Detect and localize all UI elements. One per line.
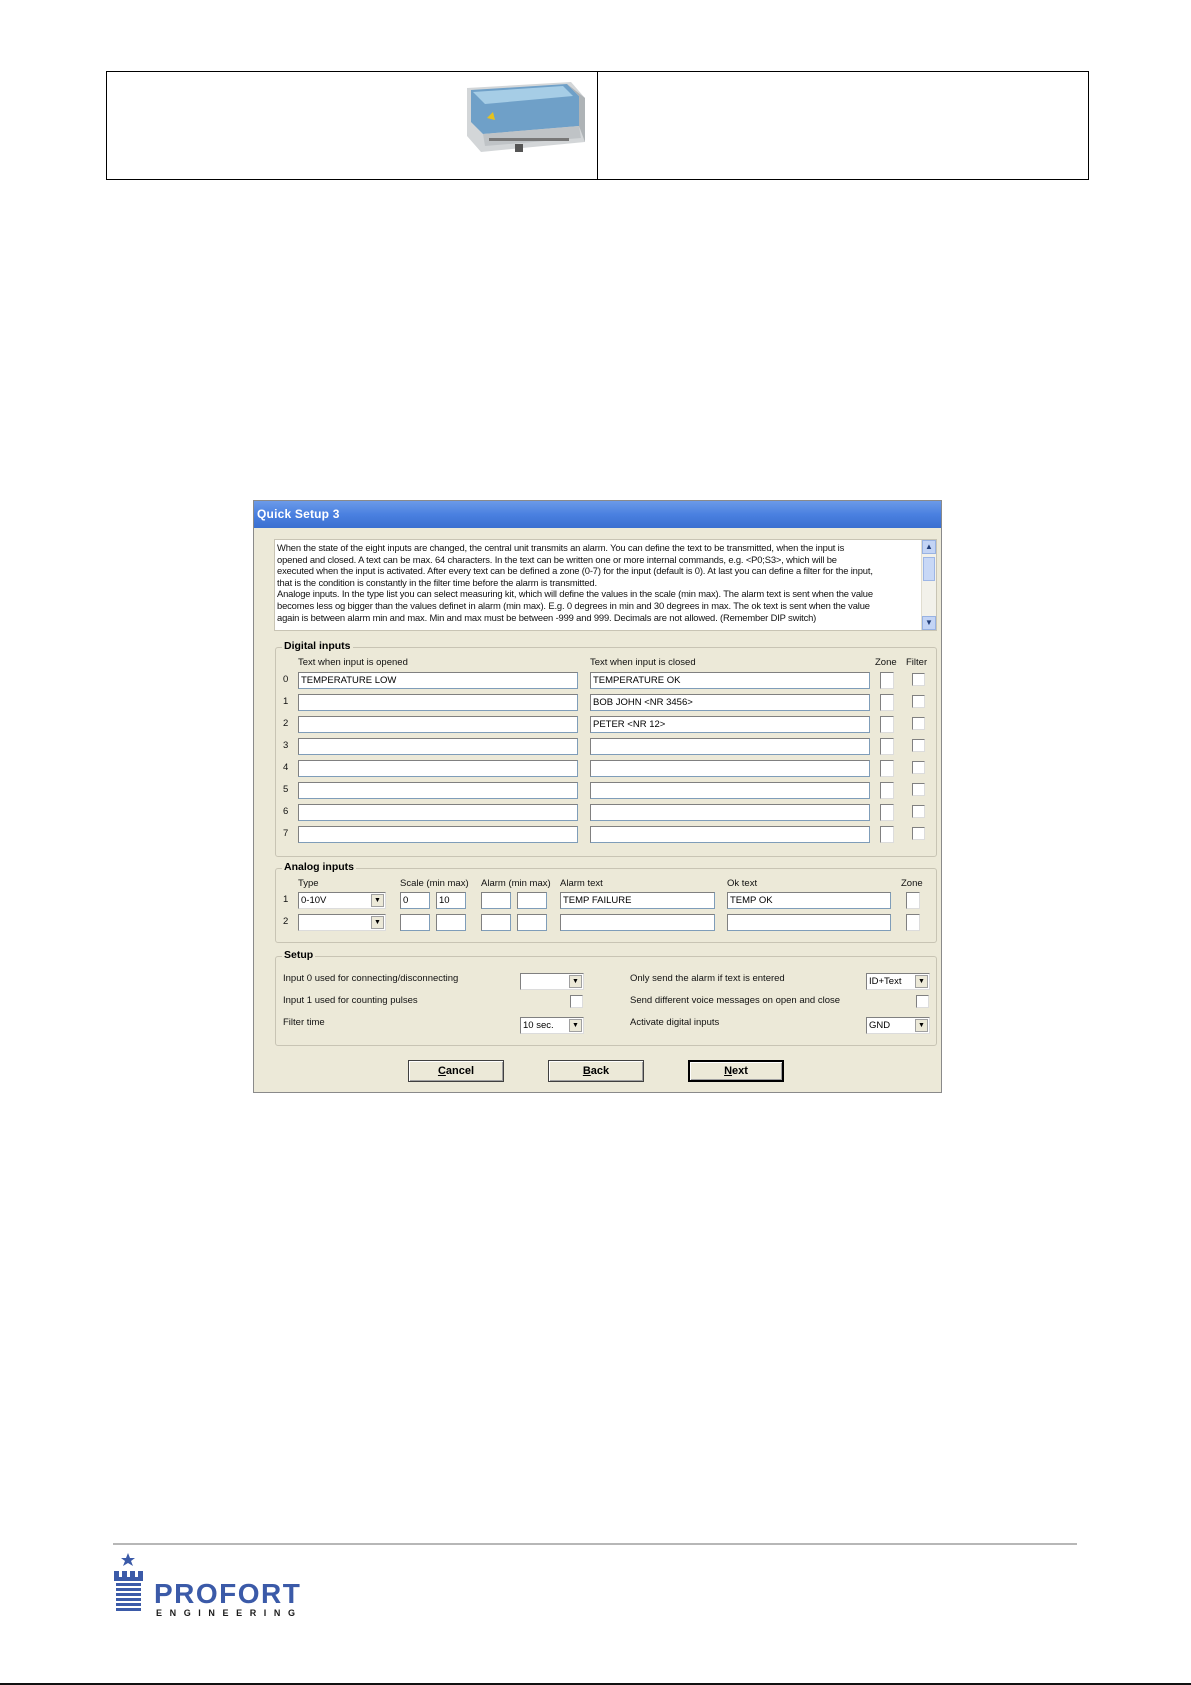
info-text xyxy=(277,542,919,628)
only-send-label: Only send the alarm if text is entered xyxy=(630,973,785,984)
filter-time-value: 10 sec. xyxy=(523,1020,554,1031)
cancel-accel: C xyxy=(437,1065,446,1077)
scale-min-input[interactable] xyxy=(400,914,430,931)
header-table xyxy=(106,71,1089,180)
chevron-down-icon[interactable]: ▼ xyxy=(371,894,384,907)
back-accel: B xyxy=(582,1065,591,1077)
alarm-text-input[interactable]: TEMP FAILURE xyxy=(560,892,715,909)
activate-inputs-label: Activate digital inputs xyxy=(630,1017,720,1028)
ok-text-input[interactable] xyxy=(727,914,891,931)
info-line: that is the condition is constantly in the filter time before the alarm is transmitted. xyxy=(277,576,597,588)
profort-logo xyxy=(112,1553,312,1617)
zone-input[interactable] xyxy=(880,826,894,843)
logo-brand-text: PROFORT xyxy=(154,1578,302,1609)
col-type-header: Type xyxy=(298,878,319,889)
alarm-min-input[interactable] xyxy=(481,914,511,931)
col-alarm-header: Alarm (min max) xyxy=(481,878,551,889)
info-line: When the state of the eight inputs are changed, the central unit transmits an alarm. You can define the text to be transmitted, when the input is xyxy=(277,542,845,553)
col-filter-header: Filter xyxy=(906,657,928,668)
digital-inputs-group xyxy=(275,640,937,857)
info-line: becomes less og bigger than the values definet in alarm (min max). E.g. 0 degrees in min and 30 degrees in max. The ok text is sent when the value xyxy=(277,599,870,611)
col-closed-header: Text when input is closed xyxy=(590,657,696,668)
filter-checkbox[interactable] xyxy=(912,695,925,708)
info-line: opened and closed. A text can be max. 64 characters. In the text can be written one or more internal commands, e.g. <P0;S3>, which will be xyxy=(277,553,837,565)
closed-text-input[interactable]: TEMPERATURE OK xyxy=(590,672,870,689)
chevron-down-icon[interactable]: ▼ xyxy=(569,1019,582,1032)
row-number: 3 xyxy=(283,740,289,751)
closed-text-input[interactable] xyxy=(590,804,870,821)
alarm-text-input[interactable] xyxy=(560,914,715,931)
row-number: 1 xyxy=(283,894,289,905)
scale-min-input[interactable]: 0 xyxy=(400,892,430,909)
info-line: Analoge inputs. In the type list you can select measuring kit, which will define the values in the scale (min max). The alarm text is sent when the value xyxy=(277,588,873,600)
col-opened-header: Text when input is opened xyxy=(298,657,408,668)
zone-input[interactable] xyxy=(906,914,920,931)
filter-checkbox[interactable] xyxy=(912,673,925,686)
header-left-cell xyxy=(107,72,598,179)
chevron-down-icon[interactable]: ▼ xyxy=(371,916,384,929)
closed-text-input[interactable] xyxy=(590,782,870,799)
alarm-min-input[interactable] xyxy=(481,892,511,909)
col-zone-header: Zone xyxy=(875,657,897,668)
scroll-up-icon[interactable]: ▲ xyxy=(922,540,936,554)
alarm-max-input[interactable] xyxy=(517,914,547,931)
filter-checkbox[interactable] xyxy=(912,739,925,752)
zone-input[interactable] xyxy=(880,738,894,755)
closed-text-input[interactable]: PETER <NR 12> xyxy=(590,716,870,733)
next-label: ext xyxy=(732,1065,748,1077)
alarm-max-input[interactable] xyxy=(517,892,547,909)
analog-inputs-title: Analog inputs xyxy=(284,861,354,873)
row-number: 0 xyxy=(283,674,289,685)
quick-setup-dialog xyxy=(253,500,942,1093)
row-number: 7 xyxy=(283,828,289,839)
closed-text-input[interactable] xyxy=(590,738,870,755)
col-scale-header: Scale (min max) xyxy=(400,878,469,889)
row-number: 6 xyxy=(283,806,289,817)
only-send-value: ID+Text xyxy=(869,976,902,987)
chevron-down-icon[interactable]: ▼ xyxy=(915,975,928,988)
filter-time-select[interactable] xyxy=(520,1017,584,1034)
back-label: ack xyxy=(590,1065,610,1077)
row-number: 2 xyxy=(283,916,289,927)
zone-input[interactable] xyxy=(880,694,894,711)
col-alarm-text-header: Alarm text xyxy=(560,878,603,889)
next-accel: N xyxy=(724,1065,733,1077)
info-line: executed when the input is activated. After every text can be defined a zone (0-7) for the input (default is 0). At last you can define a filter for the input, xyxy=(277,565,873,577)
filter-checkbox[interactable] xyxy=(912,827,925,840)
row-number: 2 xyxy=(283,718,289,729)
voice-messages-label: Send different voice messages on open and close xyxy=(630,995,841,1006)
input1-checkbox[interactable] xyxy=(570,995,583,1008)
opened-text-input[interactable] xyxy=(298,804,578,821)
scroll-thumb[interactable] xyxy=(923,557,935,581)
zone-input[interactable] xyxy=(906,892,920,909)
input1-label: Input 1 used for counting pulses xyxy=(283,995,418,1006)
zone-input[interactable] xyxy=(880,716,894,733)
filter-checkbox[interactable] xyxy=(912,783,925,796)
scale-max-input[interactable] xyxy=(436,914,466,931)
footer-divider xyxy=(113,1543,1077,1545)
dialog-title: Quick Setup 3 xyxy=(254,501,941,528)
opened-text-input[interactable] xyxy=(298,716,578,733)
header-right-cell xyxy=(598,72,1088,179)
opened-text-input[interactable] xyxy=(298,782,578,799)
opened-text-input[interactable]: TEMPERATURE LOW xyxy=(298,672,578,689)
closed-text-input[interactable] xyxy=(590,826,870,843)
row-number: 5 xyxy=(283,784,289,795)
cancel-button[interactable] xyxy=(408,1060,504,1082)
only-send-select[interactable] xyxy=(866,973,930,990)
activate-inputs-value: GND xyxy=(869,1020,891,1031)
filter-time-label: Filter time xyxy=(283,1017,325,1028)
type-select[interactable] xyxy=(298,892,386,909)
digital-inputs-title: Digital inputs xyxy=(284,640,351,652)
voice-messages-checkbox[interactable] xyxy=(916,995,929,1008)
analog-inputs-group xyxy=(275,861,937,943)
next-button[interactable] xyxy=(688,1060,784,1082)
opened-text-input[interactable] xyxy=(298,760,578,777)
filter-checkbox[interactable] xyxy=(912,717,925,730)
chevron-down-icon[interactable]: ▼ xyxy=(915,1019,928,1032)
setup-title: Setup xyxy=(284,949,314,961)
row-number: 4 xyxy=(283,762,289,773)
type-value: 0-10V xyxy=(301,895,327,906)
info-text-box[interactable] xyxy=(274,539,937,631)
col-zone-header: Zone xyxy=(901,878,923,889)
info-scrollbar[interactable] xyxy=(921,540,936,630)
logo-sub-text: ENGINEERING xyxy=(156,1608,303,1618)
filter-checkbox[interactable] xyxy=(912,805,925,818)
activate-inputs-select[interactable] xyxy=(866,1017,930,1034)
setup-group xyxy=(275,949,937,1046)
col-ok-text-header: Ok text xyxy=(727,878,758,889)
device-image xyxy=(459,78,589,158)
input0-select[interactable] xyxy=(520,973,584,990)
scroll-down-icon[interactable]: ▼ xyxy=(922,616,936,630)
opened-text-input[interactable] xyxy=(298,826,578,843)
opened-text-input[interactable] xyxy=(298,738,578,755)
ok-text-input[interactable]: TEMP OK xyxy=(727,892,891,909)
chevron-down-icon[interactable]: ▼ xyxy=(569,975,582,988)
zone-input[interactable] xyxy=(880,804,894,821)
input0-label: Input 0 used for connecting/disconnecting xyxy=(283,973,459,984)
tower-icon xyxy=(112,1553,152,1617)
scale-max-input[interactable]: 10 xyxy=(436,892,466,909)
zone-input[interactable] xyxy=(880,672,894,689)
info-line: again is between alarm min and max. Min and max must be between -999 and 999. Decimals are not allowed. (Remember DIP switch) xyxy=(277,611,817,623)
back-button[interactable] xyxy=(548,1060,644,1082)
closed-text-input[interactable] xyxy=(590,760,870,777)
type-select[interactable] xyxy=(298,914,386,931)
zone-input[interactable] xyxy=(880,782,894,799)
opened-text-input[interactable] xyxy=(298,694,578,711)
closed-text-input[interactable]: BOB JOHN <NR 3456> xyxy=(590,694,870,711)
cancel-label: ancel xyxy=(445,1065,475,1077)
zone-input[interactable] xyxy=(880,760,894,777)
filter-checkbox[interactable] xyxy=(912,761,925,774)
row-number: 1 xyxy=(283,696,289,707)
